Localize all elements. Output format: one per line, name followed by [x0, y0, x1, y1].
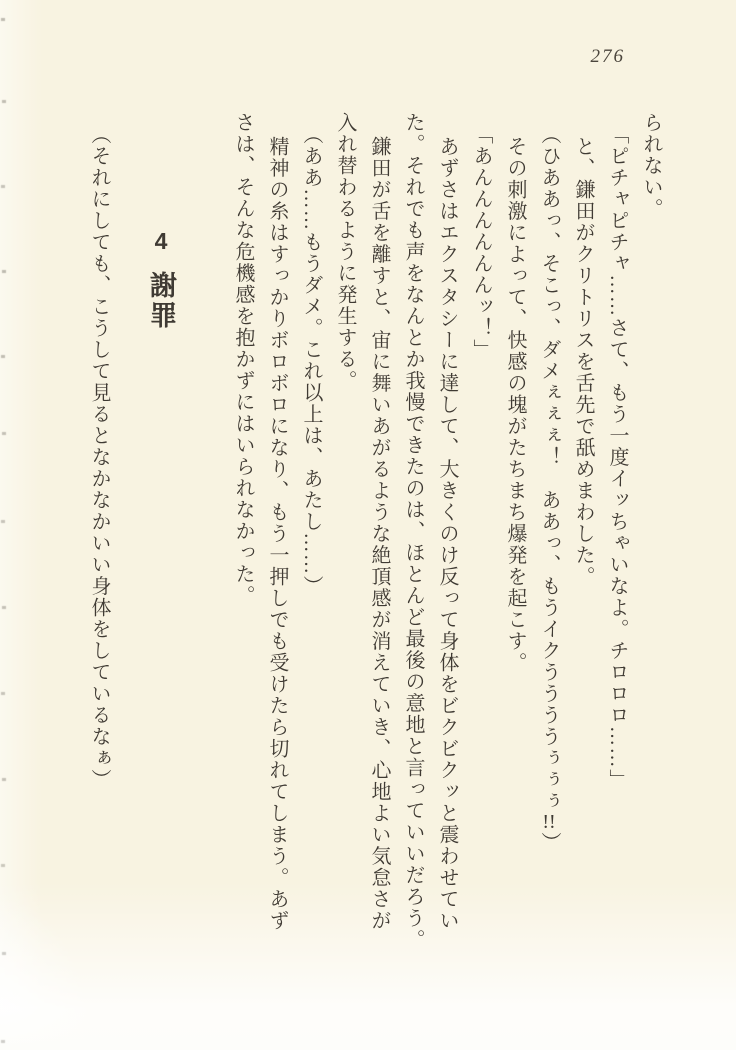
text-column-0: られない。: [640, 112, 662, 220]
text-column-4: その刺激によって、快感の塊がたちまち爆発を起こす。: [504, 136, 526, 674]
text-column-12: さは、そんな危機感を抱かずにはいられなかった。: [232, 112, 254, 607]
text-column-8: 鎌田が舌を離すと、宙に舞いあがるような絶頂感が消えていき、心地よい気怠さが: [368, 136, 390, 932]
section-heading: [141, 112, 181, 952]
text-column-6: あずさはエクスタシーに達して、大きくのけ反って身体をビクビクッと震わせてい: [436, 136, 458, 932]
text-column-11: 精神の糸はすっかりボロボロになり、もう一押しでも受けたら切れてしまう。あず: [266, 136, 288, 932]
heading-title: 謝罪: [146, 271, 176, 331]
text-column-3: （ひああっ、そこっ、ダメぇぇぇ！ ああっ、もうイクううううぅぅぅ!!）: [538, 124, 560, 854]
page-number: 276: [590, 46, 625, 67]
text-area: [82, 112, 668, 952]
text-column-1: 「ピチャピチャ……さて、もう一度イッちゃいなよ。チロロロ……」: [606, 124, 628, 791]
text-column-9: 入れ替わるように発生する。: [334, 112, 356, 392]
text-column-14: （それにしても、こうして見るとなかなかいい身体をしているなぁ）: [88, 124, 110, 791]
text-column-10: （ああ……もうダメ。これ以上は、あたし……）: [300, 124, 322, 597]
text-column-2: と、鎌田がクリトリスを舌先で舐めまわした。: [572, 136, 594, 588]
heading-number: 4: [148, 228, 174, 257]
page-edge-marks: [0, 0, 4, 3]
double-exclamation: !!: [542, 812, 556, 832]
text-column-5: 「あんんんんんんッ！」: [470, 124, 492, 361]
text-column-7: た。それでも声をなんとか我慢できたのは、ほとんど最後の意地と言っていいだろう。: [402, 112, 424, 951]
